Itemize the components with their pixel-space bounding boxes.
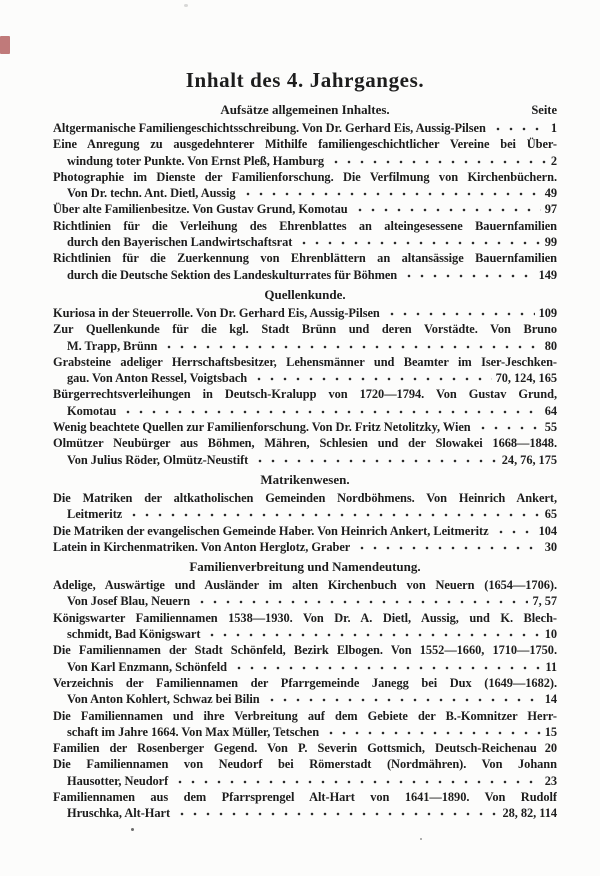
entry-text: Hruschka, Alt-Hart	[67, 806, 171, 821]
page-number: 109	[538, 305, 557, 320]
page-number: 1	[550, 121, 557, 135]
entry-text: Zur Quellenkunde für die kgl. Stadt Brünn und deren Vorstädte. Von Bruno	[53, 322, 557, 337]
toc-entry-line	[53, 218, 557, 234]
toc-entry-line	[53, 659, 557, 675]
dot-leader	[163, 338, 540, 350]
entry-text: Grabsteine adeliger Herrschaftsbesitzer, Lehensmänner und Beamter im Iser-Jeschken-	[53, 354, 557, 369]
page-number: 64	[544, 403, 557, 418]
entry-text: Familiennamen aus dem Pfarrsprengel Alt-Hart von 1641—1890. Von Rudolf	[53, 789, 557, 804]
entry-text: Leitmeritz	[67, 507, 123, 522]
entry-text: Bürgerrechtsverleihungen in Deutsch-Kralupp von 1720—1794. Von Gustav Grund,	[53, 387, 557, 402]
page-number: 65	[544, 507, 557, 522]
dot-leader	[298, 234, 540, 246]
dot-leader	[176, 805, 498, 817]
entry-text: durch die Deutsche Sektion des Landeskulturrates für Böhmen	[67, 267, 398, 282]
entry-text: schaft im Jahre 1664. Von Max Müller, Tetschen	[67, 724, 320, 739]
page-number: 11	[545, 659, 557, 674]
page-number: 104	[538, 523, 557, 538]
toc-entry-line	[53, 386, 557, 402]
toc-entry-line	[53, 773, 557, 789]
page-number: 55	[544, 420, 557, 435]
toc-entry-line	[53, 338, 557, 354]
toc-entry-line	[53, 593, 557, 609]
page-number: 30	[544, 539, 557, 554]
entry-text: Von Josef Blau, Neuern	[67, 594, 191, 609]
entry-text: M. Trapp, Brünn	[67, 338, 158, 353]
page-number: 2	[550, 153, 557, 168]
toc-entry-line	[53, 642, 557, 658]
entry-text: Altgermanische Familiengeschichtsschreibung. Von Dr. Gerhard Eis, Aussig-Pilsen	[53, 121, 486, 135]
toc-entry-line	[53, 234, 557, 250]
scan-speck	[131, 828, 134, 831]
toc-section	[53, 102, 557, 283]
dot-leader	[254, 452, 498, 464]
page-number: 10	[544, 627, 557, 642]
dot-leader	[403, 267, 534, 279]
page-number: 149	[538, 267, 557, 282]
toc-entry-line	[53, 805, 557, 821]
entry-text: durch den Bayerischen Landwirtschaftsrat	[67, 235, 293, 250]
section-heading: Matrikenwesen.	[260, 471, 350, 487]
section-heading-row	[53, 472, 557, 488]
toc-entry-line	[53, 120, 557, 136]
toc-sections	[53, 102, 557, 822]
entry-text: Verzeichnis der Familiennamen der Pfarrgemeinde Janegg bei Dux (1649—1682).	[53, 675, 557, 690]
dot-leader	[354, 201, 541, 213]
entry-text: Adelige, Auswärtige und Ausländer im alten Kirchenbuch von Neuern (1654—1706).	[53, 578, 557, 593]
toc-entry-line	[53, 267, 557, 283]
toc-entry-line	[53, 523, 557, 539]
dot-leader	[206, 626, 540, 638]
page-number: 70, 124, 165	[495, 371, 557, 386]
page-number: 28, 82, 114	[502, 806, 557, 821]
entry-text: Von Karl Enzmann, Schönfeld	[67, 659, 227, 674]
scan-speck	[184, 4, 188, 7]
page-number: 99	[544, 235, 557, 250]
page-number: 49	[544, 186, 557, 201]
dot-leader	[356, 539, 540, 551]
dot-leader	[233, 659, 541, 671]
entry-text: Richtlinien für die Zuerkennung von Ehrenblättern an altansässige Bauernfamilien	[53, 251, 557, 266]
entry-text: gau. Von Anton Ressel, Voigtsbach	[67, 371, 248, 386]
toc-entry-line	[53, 675, 557, 691]
entry-text: Die Familiennamen und ihre Verbreitung auf dem Gebiete der B.-Komnitzer Herr-	[53, 708, 557, 723]
dot-leader	[122, 403, 540, 415]
entry-text: Über alte Familienbesitze. Von Gustav Grund, Komotau	[53, 202, 348, 217]
entry-text: Die Familiennamen der Stadt Schönfeld, Bezirk Elbogen. Von 1552—1660, 1710—1750.	[53, 643, 557, 658]
toc-entry-line	[53, 185, 557, 201]
section-heading-row	[53, 559, 557, 575]
toc-content	[53, 68, 557, 822]
dot-leader	[174, 773, 541, 785]
page-title: Inhalt des 4. Jahrganges.	[185, 68, 425, 92]
toc-entry-line	[53, 370, 557, 386]
dot-leader	[495, 523, 535, 535]
toc-section	[53, 559, 557, 821]
toc-entry-line	[53, 136, 557, 152]
page-number: 80	[544, 338, 557, 353]
entry-text: schmidt, Bad Königswart	[67, 627, 201, 642]
dot-leader	[492, 120, 547, 132]
section-heading: Familienverbreitung und Namendeutung.	[189, 559, 421, 575]
entry-text: Eine Anregung zu ausgedehnterer Mithilfe familiengeschichtlicher Vereine bei Über-	[53, 137, 557, 152]
page-number: 7, 57	[532, 594, 557, 609]
entry-text: Photographie im Dienste der Familienforschung. Die Verfilmung von Kirchenbüchern.	[53, 169, 557, 184]
section-heading-row	[53, 102, 557, 118]
entry-text: Richtlinien für die Verleihung des Ehrenblattes an alteingesessene Bauernfamilien	[53, 218, 557, 233]
entry-text: Komotau	[67, 403, 117, 418]
page-number: 14	[544, 692, 557, 707]
toc-entry-line	[53, 506, 557, 522]
entry-text: Olmützer Neubürger aus Böhmen, Mähren, Schlesien und der Slowakei 1668—1848.	[53, 436, 557, 451]
dot-leader	[325, 724, 541, 736]
entry-text: Latein in Kirchenmatriken. Von Anton Herglotz, Graber	[53, 539, 351, 554]
toc-entry-line	[53, 305, 557, 321]
dot-leader	[386, 305, 535, 317]
toc-entry-line	[53, 756, 557, 772]
toc-entry-line	[53, 691, 557, 707]
page-number: 15	[544, 724, 557, 739]
toc-entry-line	[53, 708, 557, 724]
entry-text: Königswarter Familiennamen 1538—1930. Von Dr. A. Dietl, Aussig, und K. Blech-	[53, 610, 557, 625]
toc-entry-line	[53, 452, 557, 468]
dot-leader	[242, 185, 541, 197]
scan-speck	[420, 838, 422, 840]
toc-entry-line	[53, 321, 557, 337]
page-number: 97	[544, 202, 557, 217]
toc-entry-line	[53, 250, 557, 266]
entry-text: Wenig beachtete Quellen zur Familienforschung. Von Dr. Fritz Netolitzky, Wien	[53, 420, 471, 435]
entry-text: Von Anton Kohlert, Schwaz bei Bilin	[67, 692, 260, 707]
dot-leader	[128, 506, 540, 518]
toc-entry-line	[53, 577, 557, 593]
toc-entry-line	[53, 539, 557, 555]
toc-entry-line	[53, 490, 557, 506]
dot-leader	[196, 593, 528, 605]
entry-text: Von Dr. techn. Ant. Dietl, Aussig	[67, 186, 236, 201]
toc-section	[53, 287, 557, 468]
toc-entry-line	[53, 201, 557, 217]
section-heading: Aufsätze allgemeinen Inhaltes.	[220, 102, 390, 117]
toc-entry-line	[53, 403, 557, 419]
toc-entry-line	[53, 626, 557, 642]
dot-leader	[330, 153, 547, 165]
entry-text: Hausotter, Neudorf	[67, 773, 169, 788]
dot-leader	[266, 691, 541, 703]
entry-text: Kuriosa in der Steuerrolle. Von Dr. Gerhard Eis, Aussig-Pilsen	[53, 305, 380, 320]
toc-entry-line	[53, 153, 557, 169]
entry-text: Familien der Rosenberger Gegend. Von P. Severin Gottsmich, Deutsch-Reichenau	[53, 741, 537, 756]
entry-text: Von Julius Röder, Olmütz-Neustift	[67, 452, 249, 467]
toc-entry-line	[53, 740, 557, 756]
toc-entry-line	[53, 724, 557, 740]
toc-entry-line	[53, 169, 557, 185]
toc-entry-line	[53, 435, 557, 451]
page-column-label: Seite	[531, 103, 557, 117]
section-heading-row	[53, 287, 557, 303]
page-number: 23	[544, 773, 557, 788]
section-heading: Quellenkunde.	[264, 286, 346, 302]
toc-entry-line	[53, 419, 557, 435]
page-number: 20	[544, 741, 557, 756]
dot-leader	[253, 370, 492, 382]
scan-mark-red	[0, 36, 10, 54]
entry-text: Die Matriken der altkatholischen Gemeinden Nordböhmens. Von Heinrich Ankert,	[53, 490, 557, 505]
toc-entry-line	[53, 610, 557, 626]
toc-entry-line	[53, 789, 557, 805]
page-number: 24, 76, 175	[501, 452, 557, 467]
entry-text: Die Familiennamen von Neudorf bei Römerstadt (Nordmähren). Von Johann	[53, 757, 557, 772]
dot-leader	[477, 419, 541, 431]
entry-text: windung toter Punkte. Von Ernst Pleß, Hamburg	[67, 153, 325, 168]
toc-entry-line	[53, 354, 557, 370]
entry-text: Die Matriken der evangelischen Gemeinde Haber. Von Heinrich Ankert, Leitmeritz	[53, 523, 489, 538]
toc-section	[53, 472, 557, 555]
